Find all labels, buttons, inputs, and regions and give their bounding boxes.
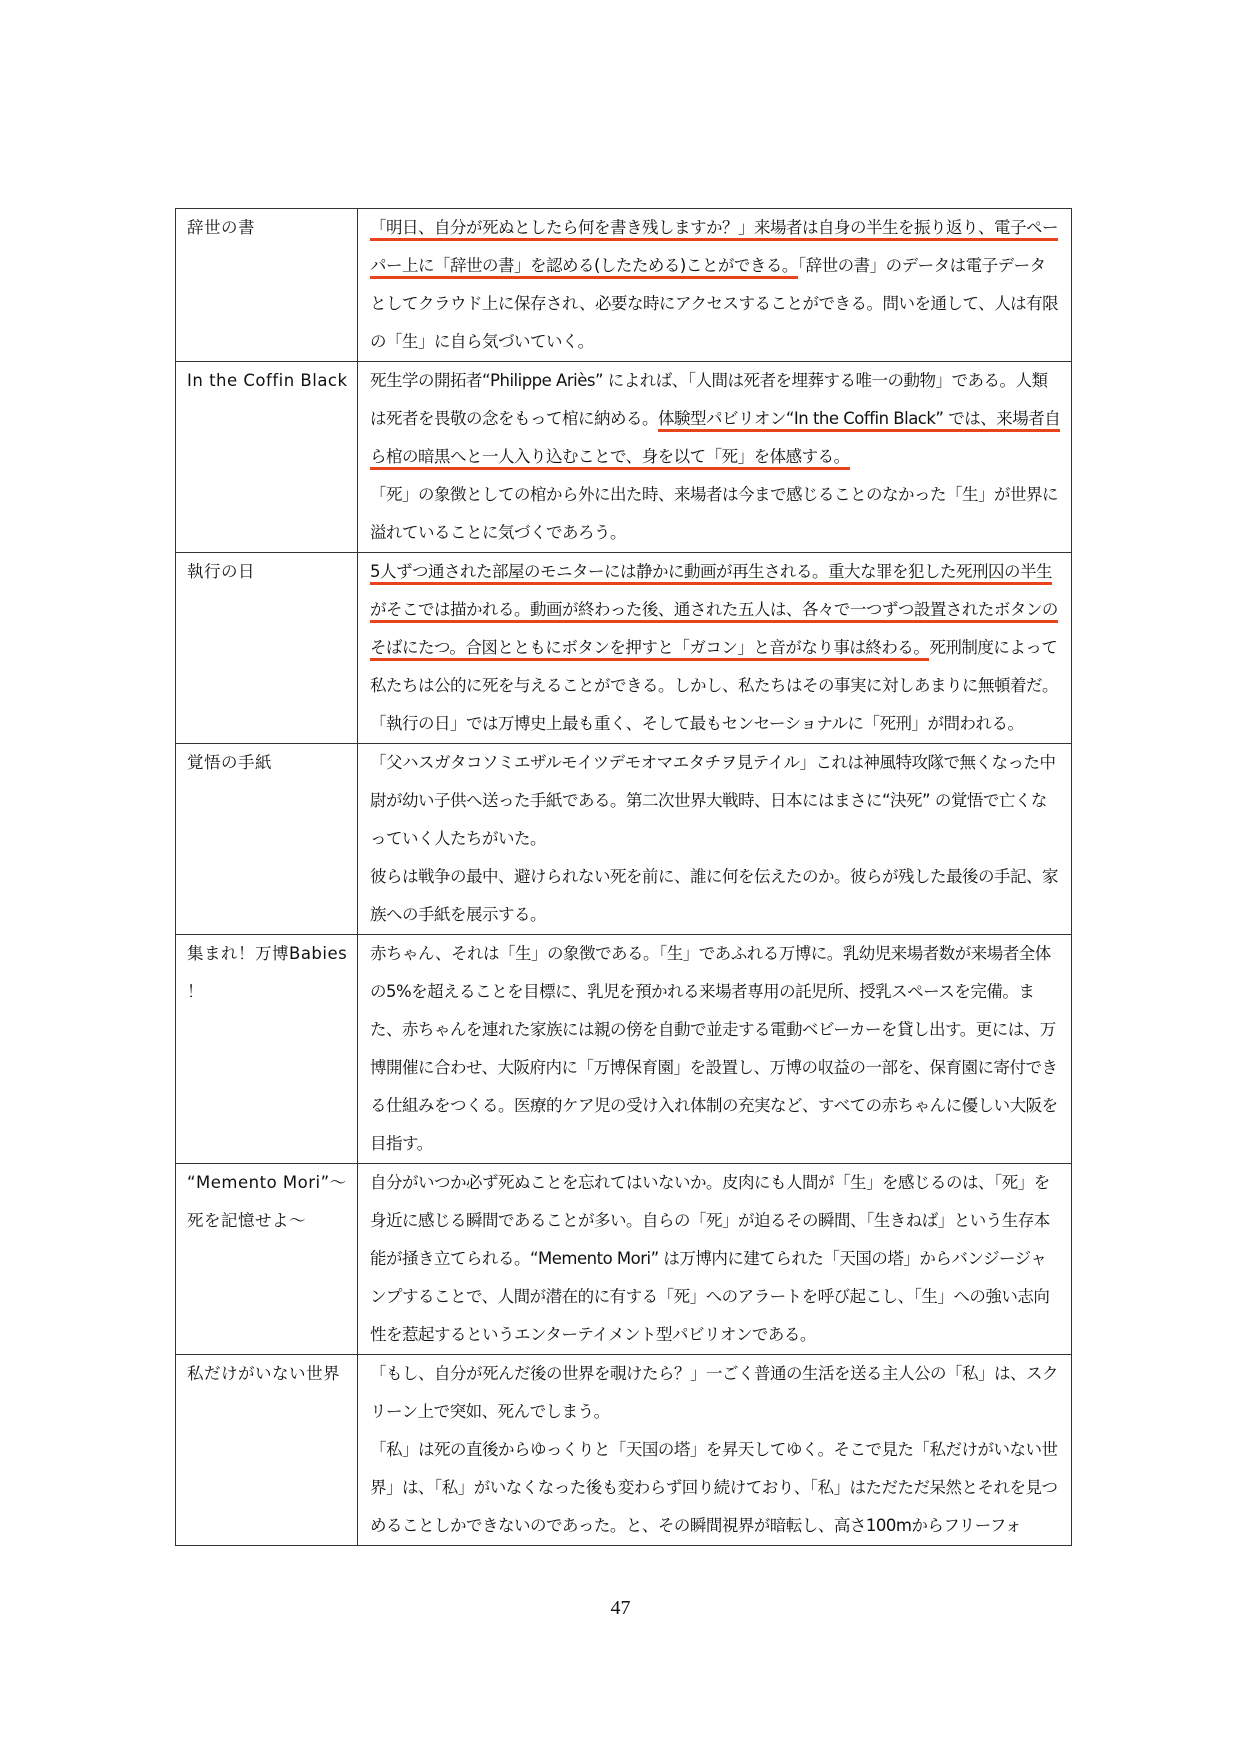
description-paragraph <box>370 935 1061 1163</box>
description-paragraph <box>370 744 1061 858</box>
row-title: 辞世の書 <box>176 209 358 362</box>
table-row <box>176 1355 1072 1546</box>
table-row <box>176 935 1072 1164</box>
page-number: 47 <box>610 1597 631 1619</box>
row-description <box>358 744 1072 935</box>
table-row <box>176 362 1072 553</box>
row-description <box>358 1164 1072 1355</box>
paragraph-text: 死生学の開拓者“Philippe Ariès” によれば、「人間は死者を埋葬する唯一の動物」である。人類は死者を畏敬の念をもって棺に納める。 <box>370 371 1048 428</box>
row-title: 私だけがいない世界 <box>176 1355 358 1546</box>
description-paragraph <box>370 553 1061 743</box>
paragraph-text: 死刑制度によって私たちは公的に死を与えることができる。しかし、私たちはその事実に対しあまりに無頓着だ。「執行の日」では万博史上最も重く、そして最もセンセーショナルに「死刑」が問われる。 <box>370 638 1058 733</box>
row-title: 執行の日 <box>176 553 358 744</box>
paragraph-text: 「父ハスガタコソミエザルモイツデモオマエタチヲ見テイル」これは神風特攻隊で無くなった中尉が幼い子供へ送った手紙である。第二次世界大戦時、日本にはまさに“決死” の覚悟で亡くなっていく人たちがいた。 <box>370 753 1056 848</box>
row-description <box>358 935 1072 1164</box>
underlined-text: 体験型パビリオン“In the Coffin Black” では、来場者自ら棺の暗黒へと一人入り込むことで、身を以て「死」を体感する。 <box>370 409 1060 470</box>
pavilion-table <box>175 208 1072 1546</box>
paragraph-text: 赤ちゃん、それは「生」の象徴である。「生」であふれる万博に。乳幼児来場者数が来場者全体の5%を超えることを目標に、乳児を預かれる来場者専用の託児所、授乳スペースを完備。また、赤ちゃんを連れた家族には親の傍を自動で並走する電動ベビーカーを貸し出す。更には、万博開催に合わせ、大阪府内に「万博保育園」を設置し、万博の収益の一部を、保育園に寄付できる仕組みをつくる。医療的ケア児の受け入れ体制の充実など、すべての赤ちゃんに優しい大阪を目指す。 <box>370 944 1058 1153</box>
paragraph-text: 「私」は死の直後からゆっくりと「天国の塔」を昇天してゆく。そこで見た「私だけがいない世界」は、「私」がいなくなった後も変わらず回り続けており、「私」はただただ呆然とそれを見つめることしかできないのであった。と、その瞬間視界が暗転し、高さ100mからフリーフォ <box>370 1440 1058 1535</box>
paragraph-text: 「死」の象徴としての棺から外に出た時、来場者は今まで感じることのなかった「生」が世界に溢れていることに気づくであろう。 <box>370 485 1058 542</box>
description-paragraph <box>370 209 1061 361</box>
row-title: In the Coffin Black <box>176 362 358 553</box>
description-paragraph <box>370 1164 1061 1354</box>
table-row <box>176 209 1072 362</box>
paragraph-text: 彼らは戦争の最中、避けられない死を前に、誰に何を伝えたのか。彼らが残した最後の手記、家族への手紙を展示する。 <box>370 867 1058 924</box>
description-paragraph <box>370 1431 1061 1545</box>
table-body <box>176 209 1072 1546</box>
row-title: “Memento Mori”〜死を記憶せよ〜 <box>176 1164 358 1355</box>
table-row <box>176 744 1072 935</box>
paragraph-text: 「辞世の書」のデータは電子データとしてクラウド上に保存され、必要な時にアクセスすることができる。問いを通して、人は有限の「生」に自ら気づいていく。 <box>370 256 1059 351</box>
underlined-text: 「明日、自分が死ぬとしたら何を書き残しますか？」来場者は自身の半生を振り返り、電子ペーパー上に「辞世の書」を認める(したためる)ことができる。 <box>370 218 1058 279</box>
row-description <box>358 362 1072 553</box>
paragraph-text: 「もし、自分が死んだ後の世界を覗けたら？」一ごく普通の生活を送る主人公の「私」は、スクリーン上で突如、死んでしまう。 <box>370 1364 1058 1421</box>
row-description <box>358 1355 1072 1546</box>
description-paragraph <box>370 858 1061 934</box>
row-description <box>358 553 1072 744</box>
description-paragraph <box>370 1355 1061 1431</box>
row-title: 集まれ！万博Babies ！ <box>176 935 358 1164</box>
description-paragraph <box>370 362 1061 476</box>
table-row <box>176 553 1072 744</box>
paragraph-text: 自分がいつか必ず死ぬことを忘れてはいないか。皮肉にも人間が「生」を感じるのは、「死」を身近に感じる瞬間であることが多い。自らの「死」が迫るその瞬間、「生きねば」という生存本能が掻き立てられる。“Memento Mori” は万博内に建てられた「天国の塔」からバンジージャンプすることで、人間が潜在的に有する「死」へのアラートを呼び起こし、「生」への強い志向性を惹起するというエンターテイメント型パビリオンである。 <box>370 1173 1050 1344</box>
underlined-text: 5人ずつ通された部屋のモニターには静かに動画が再生される。重大な罪を犯した死刑囚の半生がそこでは描かれる。動画が終わった後、通された五人は、各々で一つずつ設置されたボタンのそばにたつ。合図とともにボタンを押すと「ガコン」と音がなり事は終わる。 <box>370 562 1058 661</box>
row-title: 覚悟の手紙 <box>176 744 358 935</box>
description-paragraph <box>370 476 1061 552</box>
table-row <box>176 1164 1072 1355</box>
row-description <box>358 209 1072 362</box>
